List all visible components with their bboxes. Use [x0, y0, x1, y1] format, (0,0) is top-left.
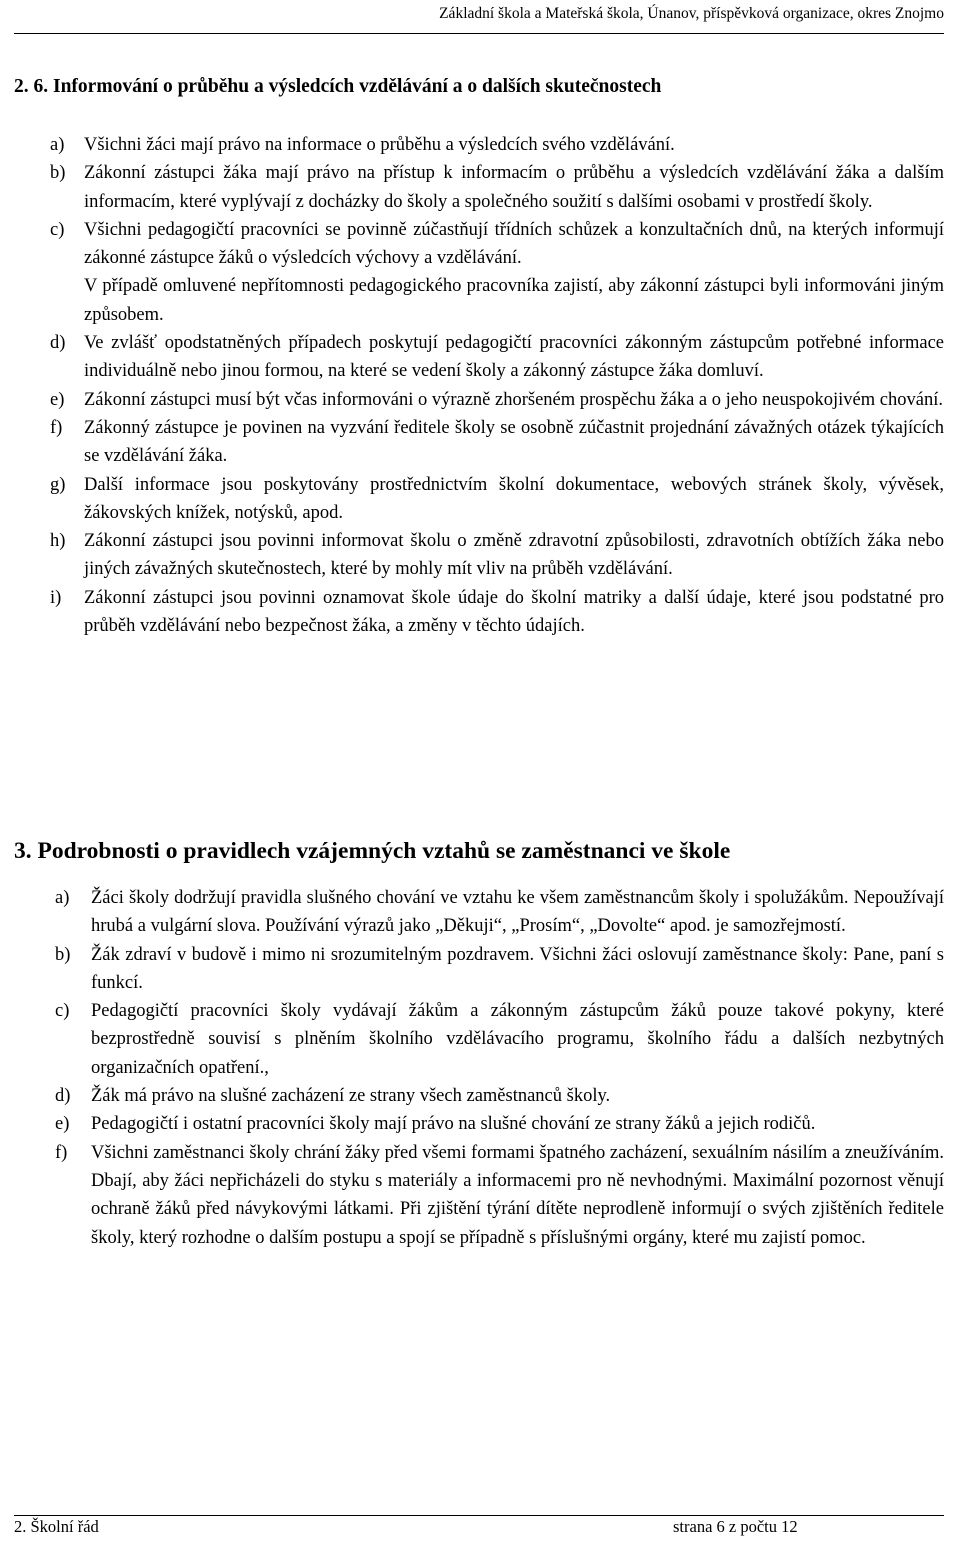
list-item-marker: d) [50, 333, 66, 354]
list-item-text: Žáci školy dodržují pravidla slušného chování ve vztahu ke všem zaměstnancům školy i spolužákům. Nepoužívají hrubá a vulgární slova. Používání výrazů jako „Děkuji“, „Prosím“, „Dovolte“ apod. je samozřejmostí. [91, 888, 944, 937]
list-item [50, 131, 944, 159]
list-item-marker: g) [50, 474, 66, 495]
section-2-6-list [50, 131, 944, 640]
list-item-text: Všichni pedagogičtí pracovníci se povinně zúčastňují třídních schůzek a konzultačních dnů, na kterých informují zákonné zástupce žáků o výsledcích výchovy a vzdělávání. [84, 219, 944, 269]
list-item-marker: b) [55, 944, 71, 965]
list-item-marker: e) [50, 389, 65, 410]
list-item-marker: c) [55, 1001, 70, 1022]
list-item [50, 159, 944, 216]
list-item-marker: i) [50, 587, 62, 608]
list-item-text: Všichni zaměstnanci školy chrání žáky před všemi formami špatného zacházení, sexuálním násilím a zneužíváním. Dbají, aby žáci nepřicházeli do styku s materiály a informacemi pro ně nevhodnými. Maximální pozornost věnují ochraně žáků před návykovými látkami. Při zjištění týrání dítěte neprodleně informují o svých zjištěních ředitele školy, který rozhodne o dalším postupu a spojí se případně s příslušnými orgány, které mu zajistí pomoc. [91, 1142, 944, 1248]
list-item-marker: f) [50, 417, 63, 438]
list-item [50, 527, 944, 584]
list-item [55, 1139, 944, 1252]
list-item-text: Zákonní zástupci žáka mají právo na přístup k informacím o průběhu a výsledcích vzdělávání žáka a dalším informacím, které vyplývají z docházky do školy a společného soužití s dalšími osobami v prostředí školy. [84, 163, 944, 212]
section-2-6-title: 2. 6. Informování o průběhu a výsledcích vzdělávání a o dalších skutečnostech [14, 76, 662, 97]
list-item-text: Žák zdraví v budově i mimo ni srozumitelným pozdravem. Všichni žáci oslovují zaměstnance školy: Pane, paní s funkcí. [91, 944, 944, 993]
list-item [55, 997, 944, 1082]
list-item-text: Zákonní zástupci musí být včas informováni o výrazně zhoršeném prospěchu žáka a o jeho neuspokojivém chování. [84, 389, 943, 410]
list-item [55, 884, 944, 941]
list-item [50, 329, 944, 386]
list-item-text: Pedagogičtí i ostatní pracovníci školy mají právo na slušné chování ze strany žáků a jejich rodičů. [91, 1114, 816, 1135]
list-item-marker: d) [55, 1086, 71, 1107]
list-item-text: Zákonný zástupce je povinen na vyzvání ředitele školy se osobně zúčastnit projednání závažných otázek týkajících se vzdělávání žáka. [84, 417, 944, 467]
list-item-marker: a) [55, 888, 70, 908]
list-item-text: Pedagogičtí pracovníci školy vydávají žákům a zákonným zástupcům žáků pouze takové pokyny, které bezprostředně souvisí s plněním školního vzdělávacího programu, školního řádu a dalších nezbytných organizačních opatření., [91, 1001, 944, 1078]
list-item-text-continued: V případě omluvené nepřítomnosti pedagogického pracovníka zajistí, aby zákonní zástupci byli informováni jiným způsobem. [84, 276, 944, 325]
list-item-text: Žák má právo na slušné zacházení ze strany všech zaměstnanců školy. [91, 1086, 611, 1107]
list-item-text: Zákonní zástupci jsou povinni oznamovat škole údaje do školní matriky a další údaje, které jsou podstatné pro průběh vzdělávání nebo bezpečnost žáka, a změny v těchto údajích. [84, 587, 944, 637]
running-header: Základní škola a Mateřská škola, Únanov, příspěvková organizace, okres Znojmo [439, 5, 944, 22]
footer-rule [14, 1515, 944, 1516]
list-item-text: Další informace jsou poskytovány prostřednictvím školní dokumentace, webových stránek školy, vývěsek, žákovských knížek, notýsků, apod. [84, 474, 944, 523]
list-item-text: Ve zvlášť opodstatněných případech poskytují pedagogičtí pracovníci zákonným zástupcům potřebné informace individuálně nebo jinou formou, na které se vedení školy a zákonný zástupce žáka domluví. [84, 333, 944, 382]
list-item [50, 414, 944, 471]
list-item-marker: f) [55, 1142, 68, 1163]
list-item-text: Zákonní zástupci jsou povinni informovat školu o změně zdravotní způsobilosti, zdravotních obtížích žáka nebo jiných závažných skutečnostech, které by mohly mít vliv na průběh vzdělávání. [84, 531, 944, 580]
list-item [55, 1082, 944, 1110]
list-item-marker: b) [50, 163, 66, 184]
list-item-marker: e) [55, 1114, 70, 1135]
list-item [55, 1110, 944, 1138]
footer-document-name: 2. Školní řád [14, 1517, 99, 1536]
section-3-list [55, 884, 944, 1252]
list-item [50, 471, 944, 528]
footer-page-number: strana 6 z počtu 12 [673, 1517, 798, 1536]
list-item-marker: a) [50, 135, 65, 155]
list-item [50, 584, 944, 641]
list-item-text: Všichni žáci mají právo na informace o průběhu a výsledcích svého vzdělávání. [84, 135, 675, 155]
header-rule [14, 33, 944, 34]
list-item [55, 941, 944, 998]
list-item-marker: c) [50, 219, 65, 240]
list-item-marker: h) [50, 531, 66, 552]
list-item [50, 216, 944, 329]
list-item [50, 386, 944, 414]
section-3-title: 3. Podrobnosti o pravidlech vzájemných vztahů se zaměstnanci ve škole [14, 838, 731, 864]
